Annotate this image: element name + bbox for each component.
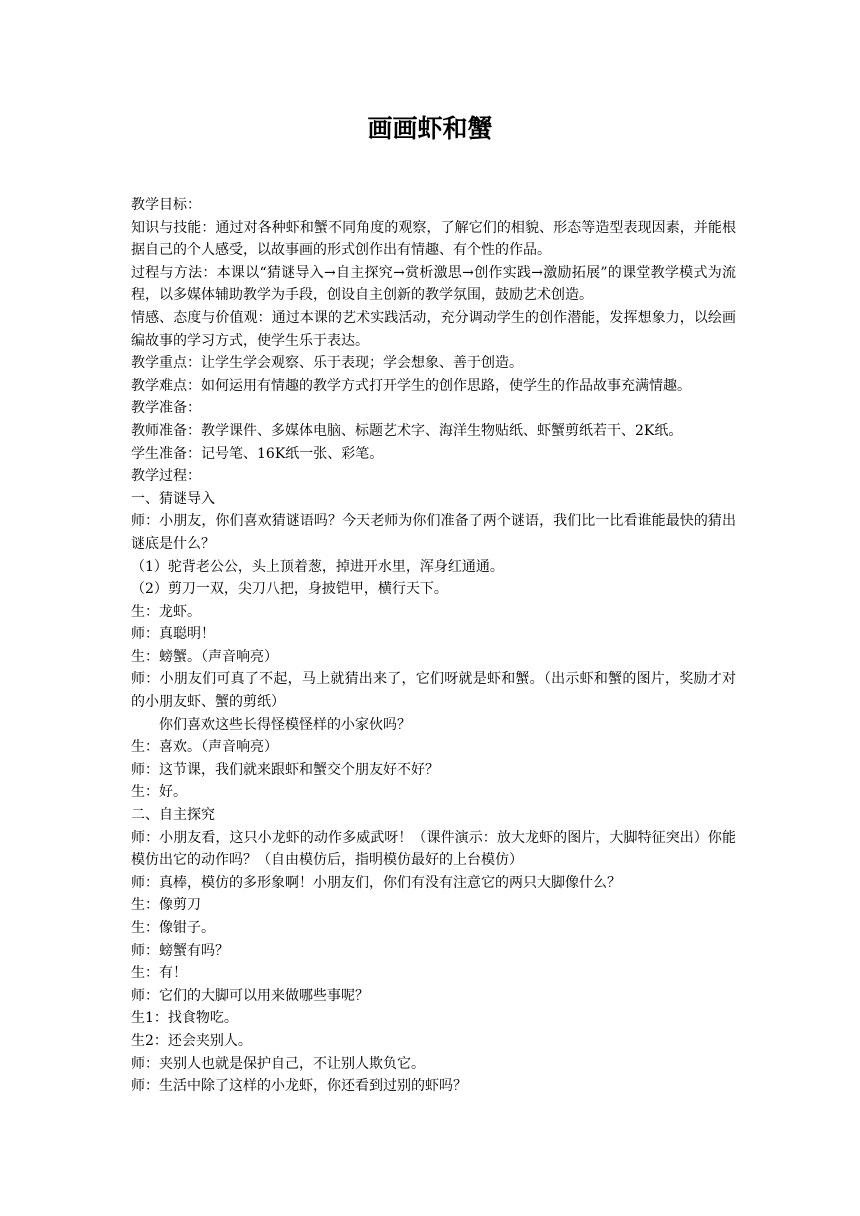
paragraph: 生2：还会夹别人。	[131, 1032, 252, 1049]
paragraph: 生：螃蟹。（声音响亮）	[131, 648, 278, 665]
paragraph: 师：螃蟹有吗？	[131, 942, 229, 959]
paragraph: 知识与技能：通过对各种虾和蟹不同角度的观察，了解它们的相貌、形态等造型表现因素，并能根据自己的个人感受，以故事画的形式创作出有情趣、有个性的作品。	[131, 219, 736, 259]
paragraph: 生：好。	[131, 784, 187, 801]
paragraph: 师：小朋友们可真了不起，马上就猜出来了，它们呀就是虾和蟹。（出示虾和蟹的图片，奖励才对的小朋友虾、蟹的剪纸）	[131, 671, 736, 711]
paragraph: 教师准备：教学课件、多媒体电脑、标题艺术字、海洋生物贴纸、虾蟹剪纸若干、2K纸。	[131, 422, 683, 439]
paragraph: 生：像剪刀	[131, 897, 201, 914]
paragraph: 师：小朋友看，这只小龙虾的动作多威武呀！（课件演示：放大龙虾的图片，大脚特征突出）你能模仿出它的动作吗？（自由模仿后，指明模仿最好的上台模仿）	[131, 829, 736, 869]
paragraph: 师：生活中除了这样的小龙虾，你还看到过别的虾吗？	[131, 1078, 467, 1095]
paragraph: 过程与方法：本课以“猜谜导入→自主探究→赏析激思→创作实践→激励拓展”的课堂教学模式为流程，以多媒体辅助教学为手段，创设自主创新的教学氛围，鼓励艺术创造。	[131, 264, 736, 304]
paragraph: 情感、态度与价值观：通过本课的艺术实践活动，充分调动学生的创作潜能，发挥想象力，以绘画编故事的学习方式，使学生乐于表达。	[131, 309, 736, 349]
paragraph: （1）驼背老公公，头上顶着葱，掉进开水里，浑身红通通。	[131, 558, 504, 575]
paragraph: 师：它们的大脚可以用来做哪些事呢？	[131, 987, 369, 1004]
paragraph: 教学难点：如何运用有情趣的教学方式打开学生的创作思路，使学生的作品故事充满情趣。	[131, 377, 691, 394]
document-title: 画画虾和蟹	[367, 114, 493, 143]
paragraph: 教学目标：	[131, 197, 201, 213]
paragraph: 二、自主探究	[131, 807, 215, 824]
paragraph: 师：真棒，模仿的多形象啊！小朋友们，你们有没有注意它的两只大脚像什么？	[131, 874, 621, 891]
paragraph: 教学准备：	[131, 400, 201, 417]
paragraph: （2）剪刀一双，尖刀八把，身披铠甲，横行天下。	[131, 581, 448, 598]
document-body	[131, 194, 736, 1098]
paragraph: 教学过程：	[131, 468, 201, 485]
paragraph: 师：真聪明！	[131, 626, 215, 643]
paragraph: 你们喜欢这些长得怪模怪样的小家伙吗？	[159, 716, 411, 733]
paragraph: 生1：找食物吃。	[131, 1010, 238, 1027]
paragraph: 教学重点：让学生学会观察、乐于表现；学会想象、善于创造。	[131, 355, 523, 372]
paragraph: 师：小朋友，你们喜欢猜谜语吗？今天老师为你们准备了两个谜语，我们比一比看谁能最快的猜出谜底是什么？	[131, 513, 736, 552]
paragraph: 师：夹别人也就是保护自己，不让别人欺负它。	[131, 1055, 425, 1072]
paragraph: 师：这节课，我们就来跟虾和蟹交个朋友好不好？	[131, 761, 439, 778]
paragraph: 生：有！	[131, 965, 187, 982]
paragraph: 一、猜谜导入	[131, 490, 215, 507]
paragraph: 生：龙虾。	[131, 603, 201, 620]
paragraph: 生：喜欢。（声音响亮）	[131, 739, 278, 756]
paragraph: 生：像钳子。	[131, 920, 215, 936]
paragraph: 学生准备：记号笔、16K纸一张、彩笔。	[131, 445, 384, 462]
